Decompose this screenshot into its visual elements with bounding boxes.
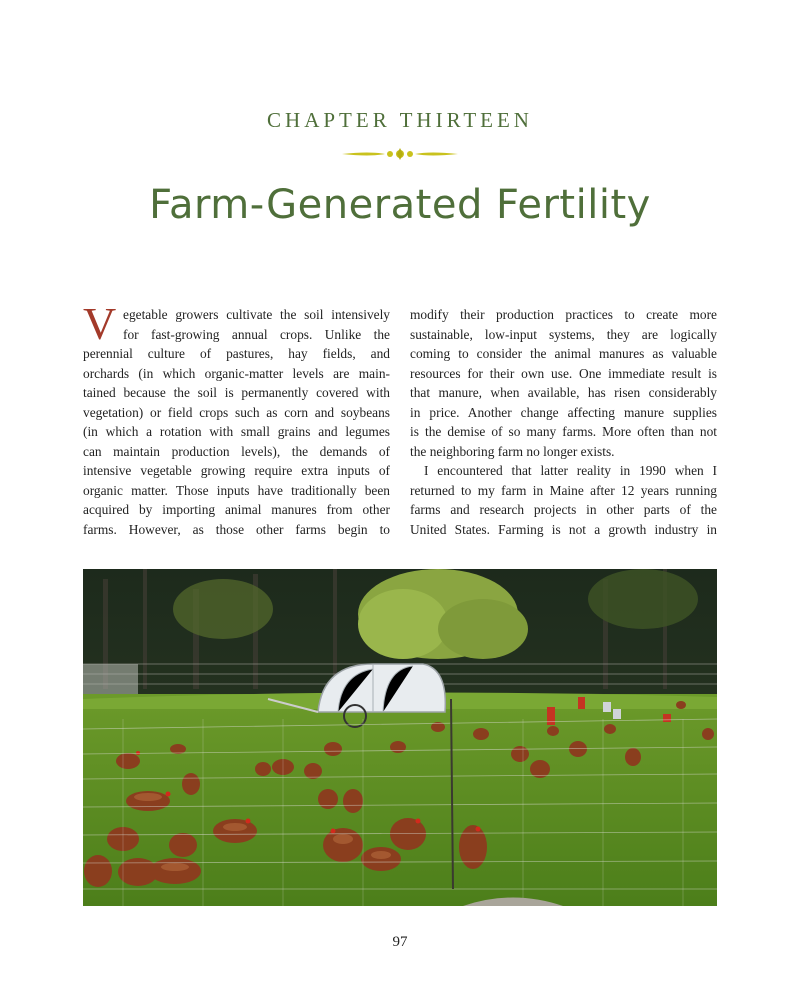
page-number: 97 <box>392 934 408 950</box>
text-column-left <box>83 298 390 539</box>
text-line: United States. Farming is not a growth industry in <box>410 521 717 537</box>
text-line: farms. However, as those other farms begin to <box>83 521 390 537</box>
text-line: returned to my farm in Maine after 12 years running <box>410 482 717 498</box>
text-line: egetable growers cultivate the soil intensively <box>123 307 390 322</box>
text-line: the neighboring farm no longer exists. <box>410 443 615 459</box>
text-line: acquired by importing animal manures from other <box>83 502 390 517</box>
drop-cap: V <box>83 298 117 349</box>
text-line: intensive vegetable growing require extra inputs of <box>83 463 390 478</box>
text-line: can maintain production levels), the demands of <box>83 443 390 459</box>
text-line: orchards (in which organic-matter levels are main- <box>83 365 390 381</box>
ornament-divider <box>340 145 460 163</box>
text-line: tained because the soil is permanently covered with <box>83 385 390 400</box>
text-line: is the demise of so many farms. More often than not <box>410 424 717 439</box>
text-line: organic matter. Those inputs have traditionally been <box>83 482 390 498</box>
text-column-right <box>410 305 717 539</box>
text-line: coming to consider the animal manures as valuable <box>410 346 717 361</box>
chapter-title: Farm-Generated Fertility <box>149 182 651 228</box>
text-line: modify their production practices to create more <box>410 307 717 322</box>
text-line: (in which a rotation with small grains and legumes <box>83 424 390 439</box>
text-line: for fast-growing annual crops. Unlike the <box>123 326 390 342</box>
chapter-label: CHAPTER THIRTEEN <box>267 108 533 132</box>
text-line: I encountered that latter reality in 1990 when I <box>424 463 717 478</box>
text-line: resources for their own use. One immediate result is <box>410 365 717 381</box>
text-line: perennial culture of pastures, hay fields, and <box>83 346 390 361</box>
chicken-pasture-photo <box>83 569 717 906</box>
text-line: sustainable, low-input systems, they are logically <box>410 326 717 342</box>
text-line: that manure, when available, has risen considerably <box>410 385 717 400</box>
text-line: in price. Another change affecting manure supplies <box>410 404 717 420</box>
text-line: farms and research projects in other parts of the <box>410 502 717 517</box>
text-line: vegetation) or field crops such as corn and soybeans <box>83 404 390 420</box>
